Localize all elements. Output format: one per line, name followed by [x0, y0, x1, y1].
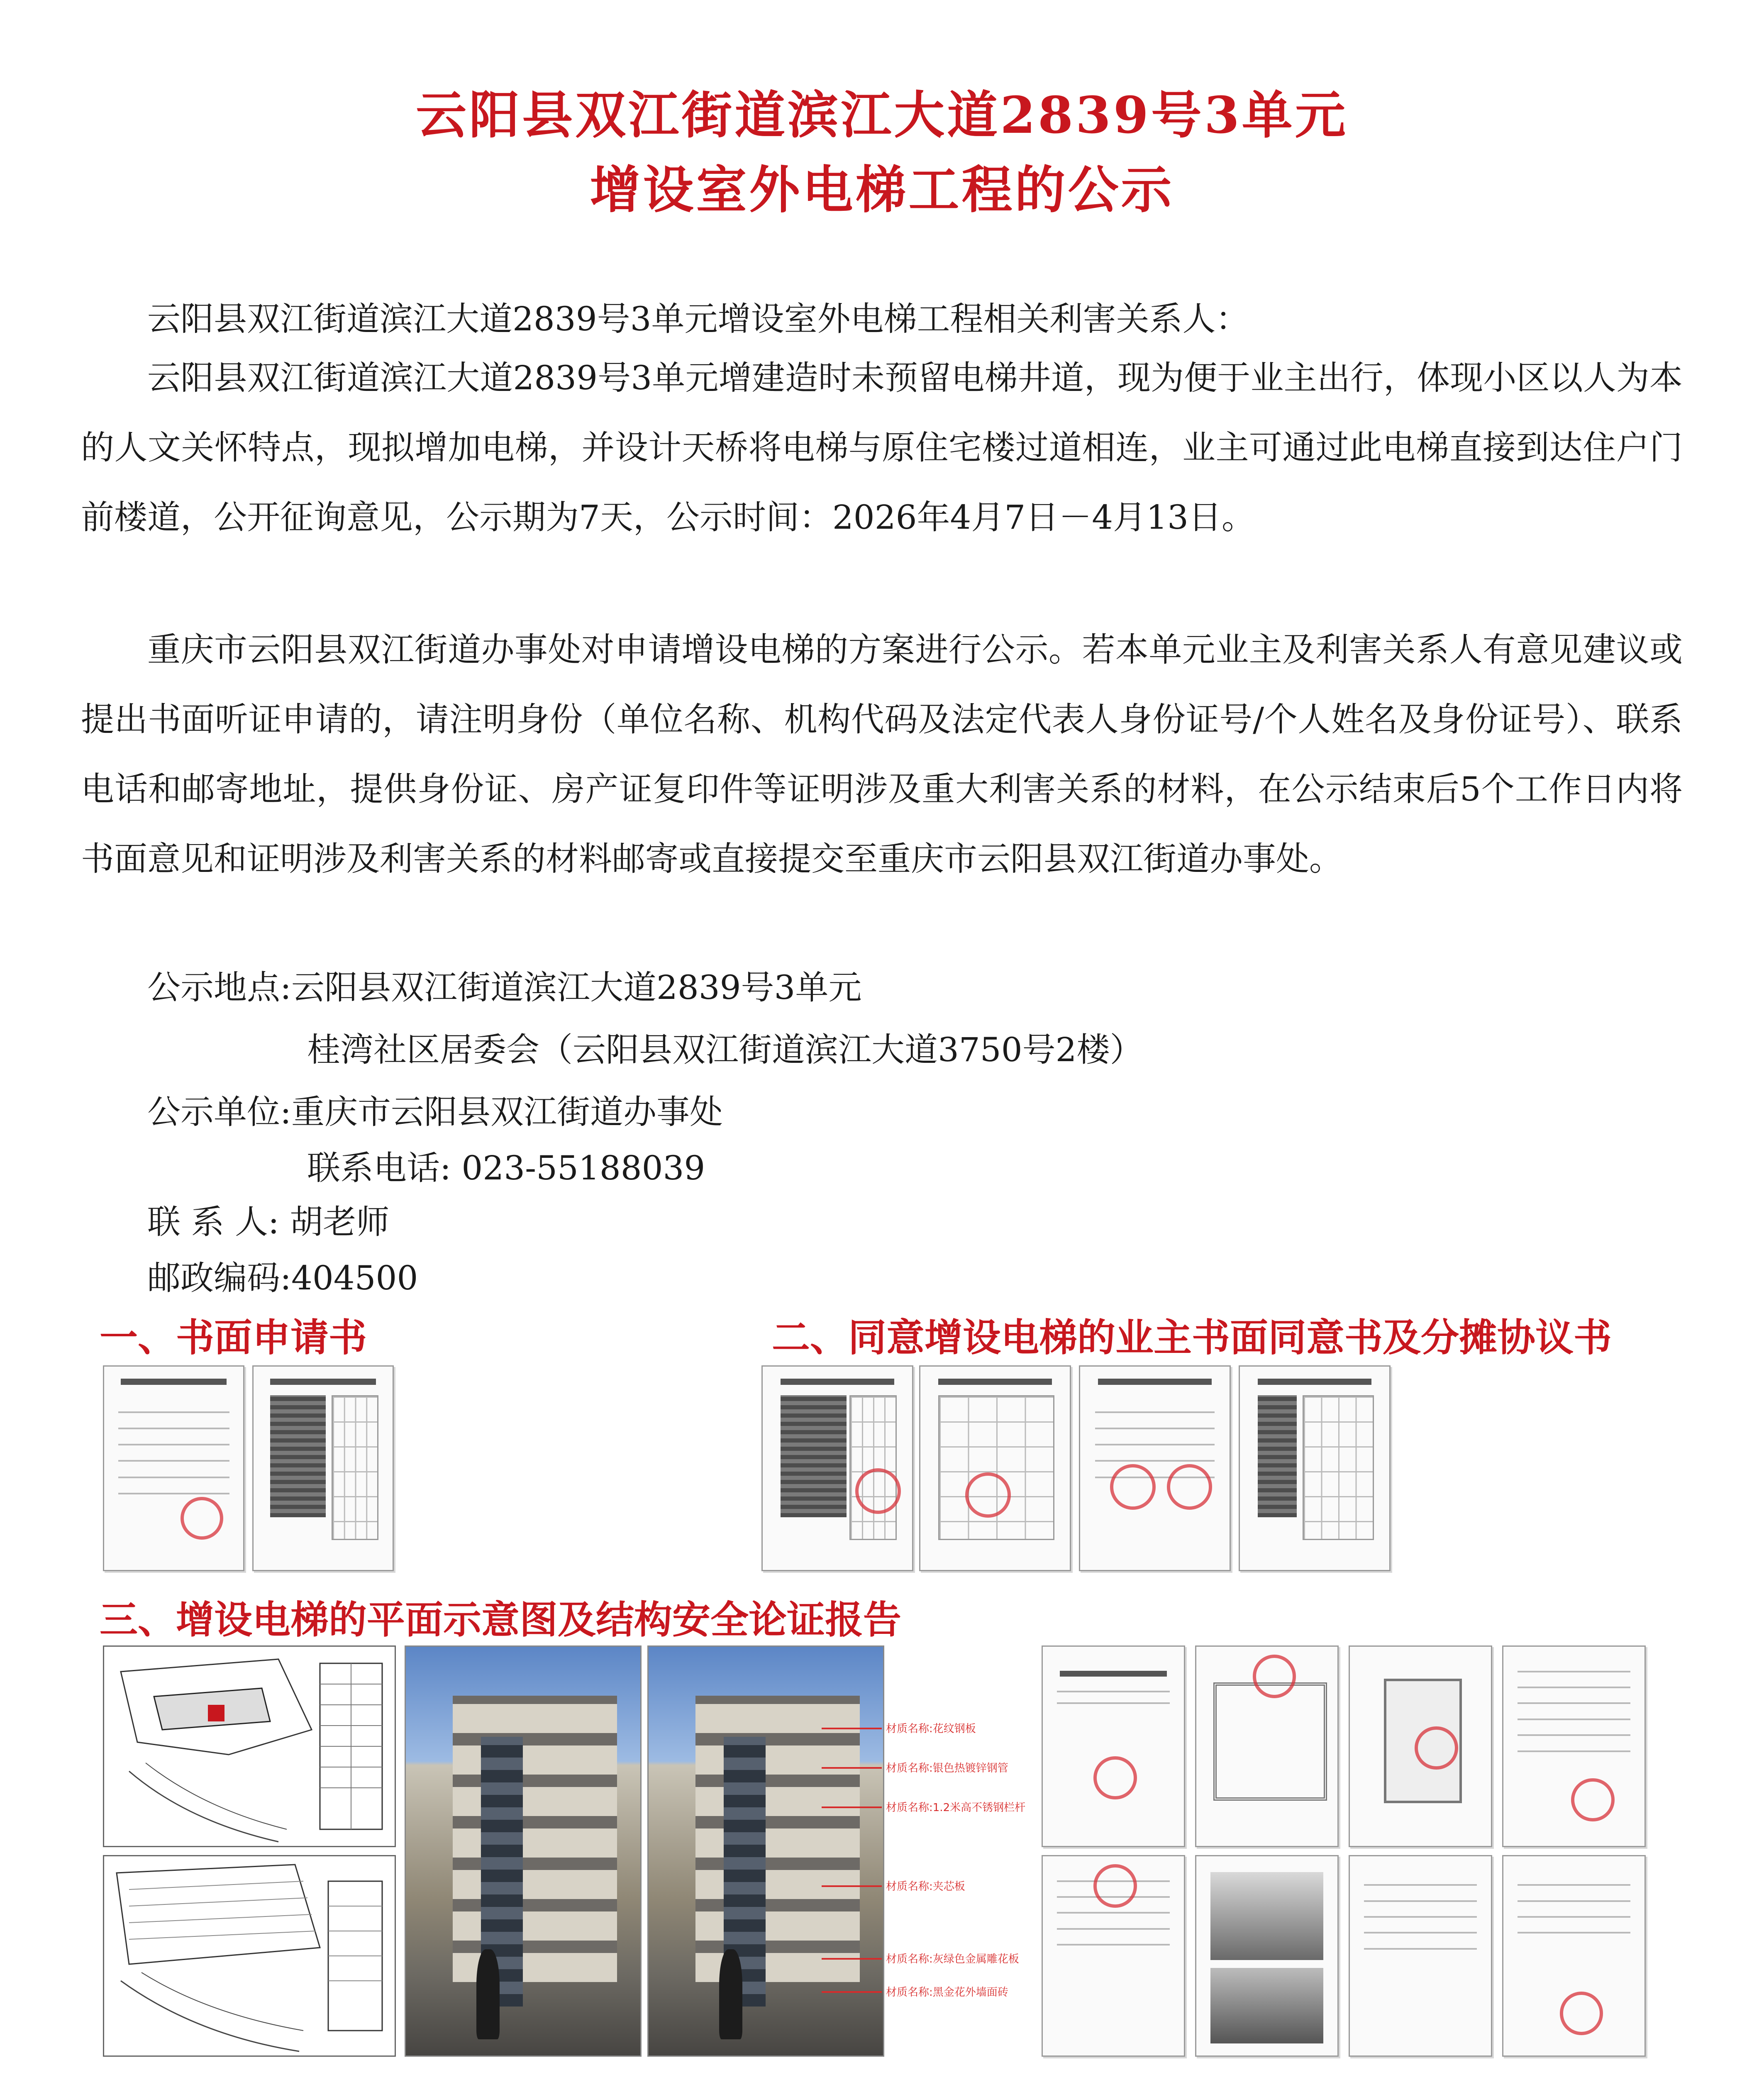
postcode-label: 邮政编码:	[147, 1259, 291, 1297]
red-seal-icon	[1093, 1756, 1137, 1799]
red-seal-icon	[1560, 1992, 1603, 2035]
report-page-thumbnail	[1502, 1645, 1646, 1847]
red-seal-icon	[1093, 1864, 1137, 1907]
place-value-2: 桂湾社区居委会（云阳县双江街道滨江大道3750号2楼）	[307, 1030, 1143, 1069]
building-material-photo	[647, 1645, 884, 2057]
owner-signature-table-thumbnail	[1239, 1365, 1391, 1571]
phone-label: 联系电话:	[307, 1149, 451, 1187]
red-seal-icon	[1253, 1655, 1296, 1698]
report-page-thumbnail	[1502, 1855, 1646, 2057]
certificate-thumbnail	[1195, 1645, 1339, 1847]
phone-row	[307, 1147, 705, 1189]
salutation: 云阳县双江街道滨江大道2839号3单元增设室外电梯工程相关利害关系人：	[147, 300, 1249, 338]
paragraph-2: 重庆市云阳县双江街道办事处对申请增设电梯的方案进行公示。若本单元业主及利害关系人有意见建议或提出书面听证申请的，请注明身份（单位名称、机构代码及法定代表人身份证号/个人姓名及身份证号）、联系电话和邮寄地址，提供身份证、房产证复印件等证明涉及重大利害关系的材料，在公示结束后5个工作日内将书面意见和证明涉及利害关系的材料邮寄或直接提交至重庆市云阳县双江街道办事处。	[81, 630, 1683, 878]
place-label: 公示地点:	[147, 968, 291, 1007]
red-seal-icon	[1571, 1778, 1614, 1821]
material-label-2: 材质名称:银色热镀锌钢管	[886, 1762, 1008, 1775]
site-plan-icon	[104, 1647, 395, 1846]
section-1-heading: 一、书面申请书	[100, 1315, 367, 1360]
contact-row	[147, 1201, 389, 1243]
red-seal-icon	[1110, 1464, 1156, 1510]
building-inspection-photo-thumbnail	[1195, 1855, 1339, 2057]
place-value-1: 云阳县双江街道滨江大道2839号3单元	[291, 968, 862, 1007]
unit-row	[147, 1091, 723, 1133]
material-label-6: 材质名称:黑金花外墙面砖	[886, 1986, 1008, 1999]
red-seal-icon	[1167, 1464, 1213, 1510]
red-seal-icon	[855, 1468, 901, 1514]
page-subtitle: 增设室外电梯工程的公示	[590, 160, 1174, 220]
place-row-1	[147, 967, 861, 1008]
site-plan-icon	[104, 1856, 395, 2055]
material-label-1: 材质名称:花纹钢板	[886, 1723, 976, 1735]
safety-report-cover-thumbnail	[1042, 1645, 1185, 1847]
report-page-thumbnail	[1042, 1855, 1185, 2057]
red-seal-icon	[1415, 1726, 1458, 1770]
red-seal-icon	[965, 1472, 1011, 1518]
consent-form-thumbnail-1	[761, 1365, 913, 1571]
section-2-heading: 二、同意增设电梯的业主书面同意书及分摊协议书	[772, 1315, 1612, 1360]
consent-form-thumbnail-2	[919, 1365, 1071, 1571]
report-page-thumbnail	[1349, 1855, 1492, 2057]
unit-value: 重庆市云阳县双江街道办事处	[291, 1093, 723, 1131]
phone-value: 023-55188039	[461, 1149, 705, 1187]
page-title: 云阳县双江街道滨江大道2839号3单元	[416, 85, 1348, 145]
site-plan-drawing-2	[103, 1855, 396, 2057]
site-plan-drawing-1	[103, 1645, 396, 1847]
contact-label: 联 系 人:	[147, 1203, 279, 1241]
application-table-thumbnail	[252, 1365, 394, 1571]
qualification-thumbnail	[1349, 1645, 1492, 1847]
cost-sharing-agreement-thumbnail	[1079, 1365, 1231, 1571]
application-form-thumbnail	[103, 1365, 244, 1571]
material-label-3: 材质名称:1.2米高不锈钢栏杆	[886, 1802, 1026, 1814]
material-label-5: 材质名称:灰绿色金属雕花板	[886, 1953, 1019, 1965]
contact-value: 胡老师	[290, 1203, 390, 1241]
unit-label: 公示单位:	[147, 1093, 291, 1131]
postcode-row	[147, 1257, 418, 1299]
red-seal-icon	[181, 1497, 223, 1540]
section-3-heading: 三、增设电梯的平面示意图及结构安全论证报告	[100, 1597, 902, 1642]
building-photo	[405, 1645, 642, 2057]
paragraph-1: 云阳县双江街道滨江大道2839号3单元增建造时未预留电梯井道，现为便于业主出行，体现小区以人为本的人文关怀特点，现拟增加电梯，并设计天桥将电梯与原住宅楼过道相连，业主可通过此电梯直接到达住户门前楼道，公开征询意见，公示期为7天，公示时间：2026年4月7日－4月13日。	[81, 359, 1683, 537]
postcode-value: 404500	[291, 1259, 418, 1297]
material-label-4: 材质名称:夹芯板	[886, 1880, 965, 1893]
